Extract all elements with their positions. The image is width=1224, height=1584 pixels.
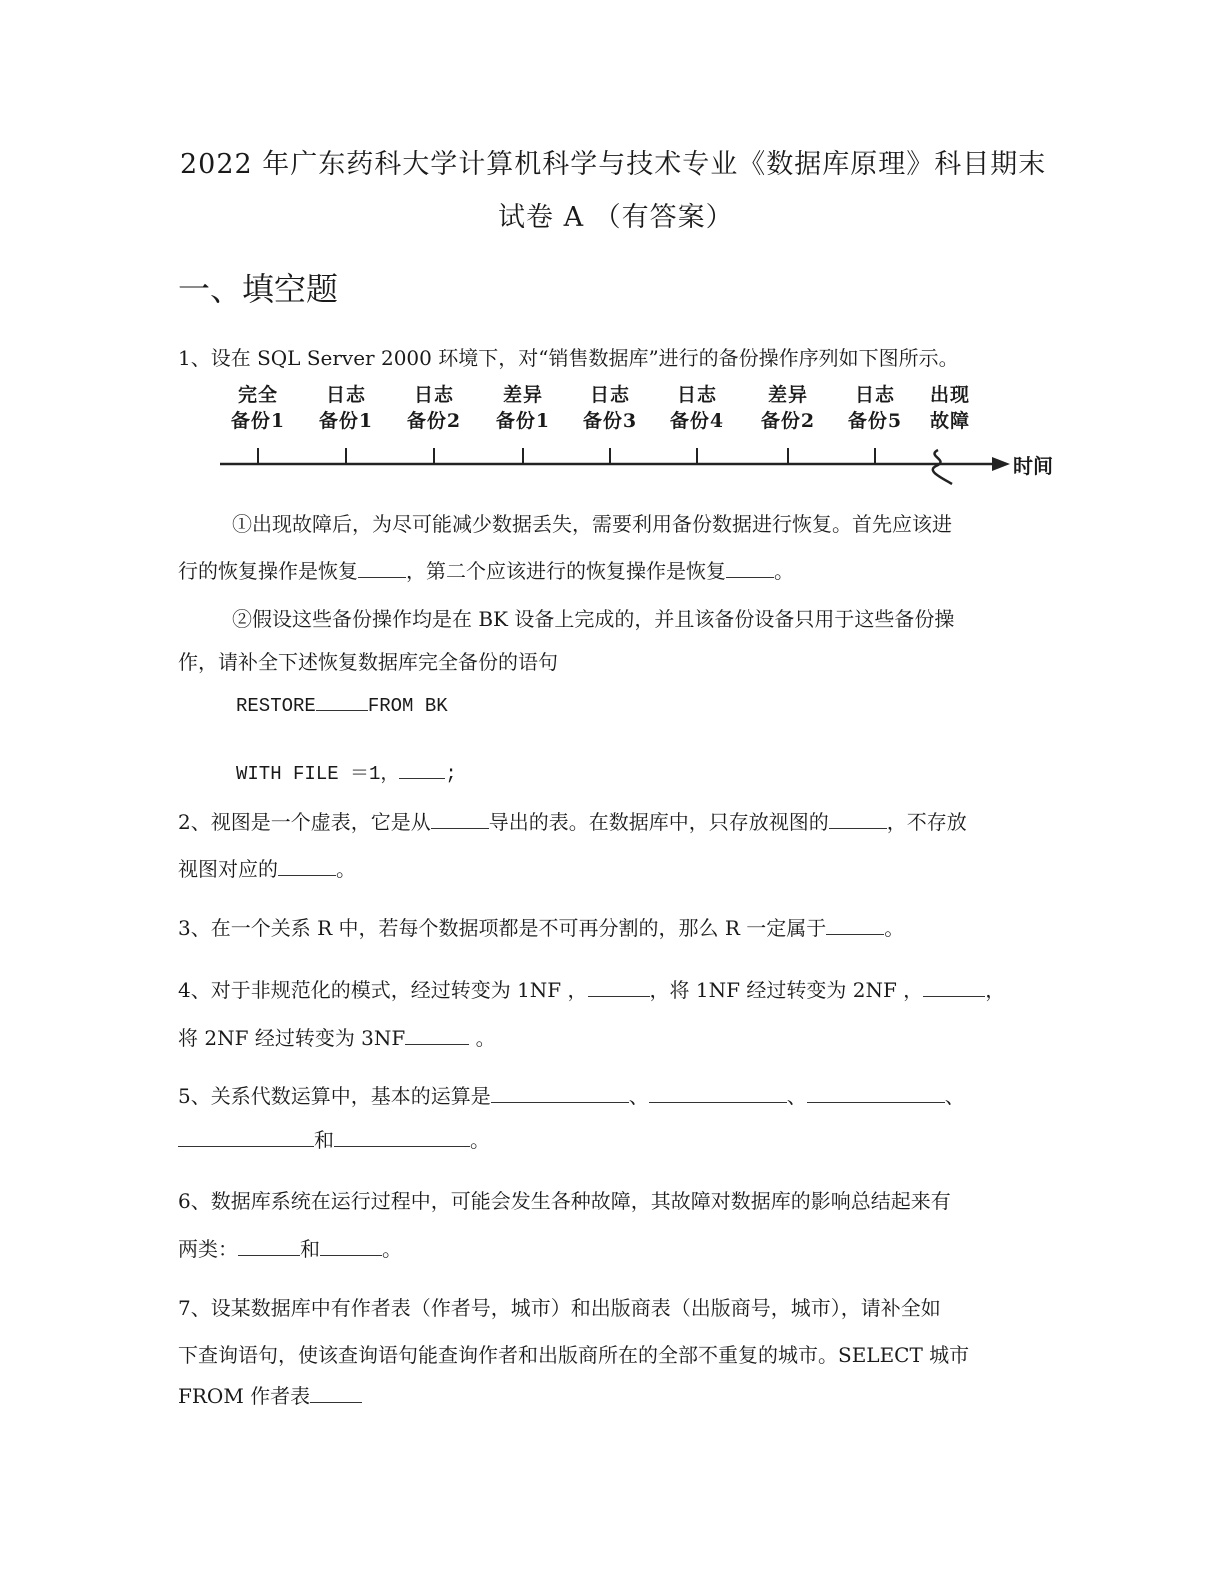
question-4-line1: 4、对于非规范化的模式，经过转变为 1NF ， ，将 1NF 经过转变为 2NF ， ， <box>178 978 1006 1002</box>
answer-blank[interactable] <box>405 1024 469 1045</box>
answer-blank[interactable] <box>491 1082 629 1103</box>
timeline-event-name: 备份1 <box>230 410 286 432</box>
question-4-line2: 将 2NF 经过转变为 3NF 。 <box>178 1026 496 1050</box>
timeline-event-type: 日志 <box>676 384 717 406</box>
timeline-arrow-icon <box>992 457 1010 471</box>
answer-blank[interactable] <box>238 1235 300 1256</box>
timeline-event-name: 备份1 <box>318 410 374 432</box>
restore-statement-line2: WITH FILE ＝1， ; <box>236 758 457 785</box>
answer-blank[interactable] <box>923 976 985 997</box>
answer-blank[interactable] <box>320 1235 382 1256</box>
question-1-part1-line1: ①出现故障后，为尽可能减少数据丢失，需要利用备份数据进行恢复。首先应该进 <box>232 512 952 536</box>
timeline-event-type: 出现 <box>929 384 970 406</box>
timeline-event-name: 备份5 <box>847 410 903 432</box>
question-1-intro: 1、设在 SQL Server 2000 环境下，对“销售数据库”进行的备份操作序列如下图所示。 <box>178 346 959 370</box>
question-3: 3、在一个关系 R 中，若每个数据项都是不可再分割的，那么 R 一定属于 。 <box>178 916 905 940</box>
question-5-line2: 和 。 <box>178 1124 490 1153</box>
document-title-line2: 试卷 A （有答案） <box>498 202 734 233</box>
timeline-event-type: 完全 <box>237 384 278 406</box>
question-1-part2-line2: 作，请补全下述恢复数据库完全备份的语句 <box>178 650 558 674</box>
answer-blank[interactable] <box>726 557 774 578</box>
answer-blank[interactable] <box>431 808 489 829</box>
answer-blank[interactable] <box>399 758 445 779</box>
answer-blank[interactable] <box>358 557 406 578</box>
answer-blank[interactable] <box>178 1126 314 1147</box>
question-7-line3: FROM 作者表 <box>178 1380 362 1409</box>
timeline-event-name: 备份2 <box>406 410 462 432</box>
answer-blank[interactable] <box>807 1082 945 1103</box>
answer-blank[interactable] <box>826 914 884 935</box>
timeline-event-name: 备份4 <box>669 410 725 432</box>
timeline-event-name: 备份2 <box>760 410 816 432</box>
question-5-line1: 5、关系代数运算中，基本的运算是 、 、 、 <box>178 1084 965 1108</box>
timeline-event-name: 故障 <box>929 410 970 432</box>
question-2-line2: 视图对应的 。 <box>178 857 356 881</box>
timeline-event-name: 备份1 <box>495 410 551 432</box>
answer-blank[interactable] <box>310 1382 362 1403</box>
timeline-event-type: 差异 <box>767 384 808 406</box>
question-1-part1-line2: 行的恢复操作是恢复 ，第二个应该进行的恢复操作是恢复 。 <box>178 559 794 583</box>
question-7-line1: 7、设某数据库中有作者表（作者号，城市）和出版商表（出版商号，城市），请补全如 <box>178 1296 941 1320</box>
answer-blank[interactable] <box>278 855 336 876</box>
answer-blank[interactable] <box>334 1126 470 1147</box>
question-6-line2: 两类： 和 。 <box>178 1237 402 1261</box>
timeline-event-type: 日志 <box>854 384 895 406</box>
timeline-event-type: 日志 <box>589 384 630 406</box>
question-1-part2-line1: ②假设这些备份操作均是在 BK 设备上完成的，并且该备份设备只用于这些备份操 <box>232 607 955 631</box>
answer-blank[interactable] <box>316 690 368 711</box>
timeline-event-name: 备份3 <box>582 410 638 432</box>
section-heading-fill-blank: 一、填空题 <box>178 270 339 308</box>
answer-blank[interactable] <box>649 1082 787 1103</box>
timeline-event-type: 日志 <box>325 384 366 406</box>
answer-blank[interactable] <box>588 976 650 997</box>
question-7-line2: 下查询语句，使该查询语句能查询作者和出版商所在的全部不重复的城市。SELECT 城市 <box>178 1343 970 1367</box>
backup-timeline-diagram <box>220 378 1060 498</box>
question-6-line1: 6、数据库系统在运行过程中，可能会发生各种故障，其故障对数据库的影响总结起来有 <box>178 1189 951 1213</box>
timeline-axis-label: 时间 <box>1013 454 1053 478</box>
timeline-event-type: 日志 <box>413 384 454 406</box>
failure-squiggle-icon <box>933 450 952 484</box>
answer-blank[interactable] <box>829 808 887 829</box>
timeline-event-type: 差异 <box>502 384 543 406</box>
document-title-line1: 2022 年广东药科大学计算机科学与技术专业《数据库原理》科目期末 <box>180 149 1047 180</box>
timeline-axis <box>220 378 1060 498</box>
question-2-line1: 2、视图是一个虚表，它是从 导出的表。在数据库中，只存放视图的 ，不存放 <box>178 810 967 834</box>
restore-statement-line1: RESTORE FROM BK <box>236 690 448 717</box>
